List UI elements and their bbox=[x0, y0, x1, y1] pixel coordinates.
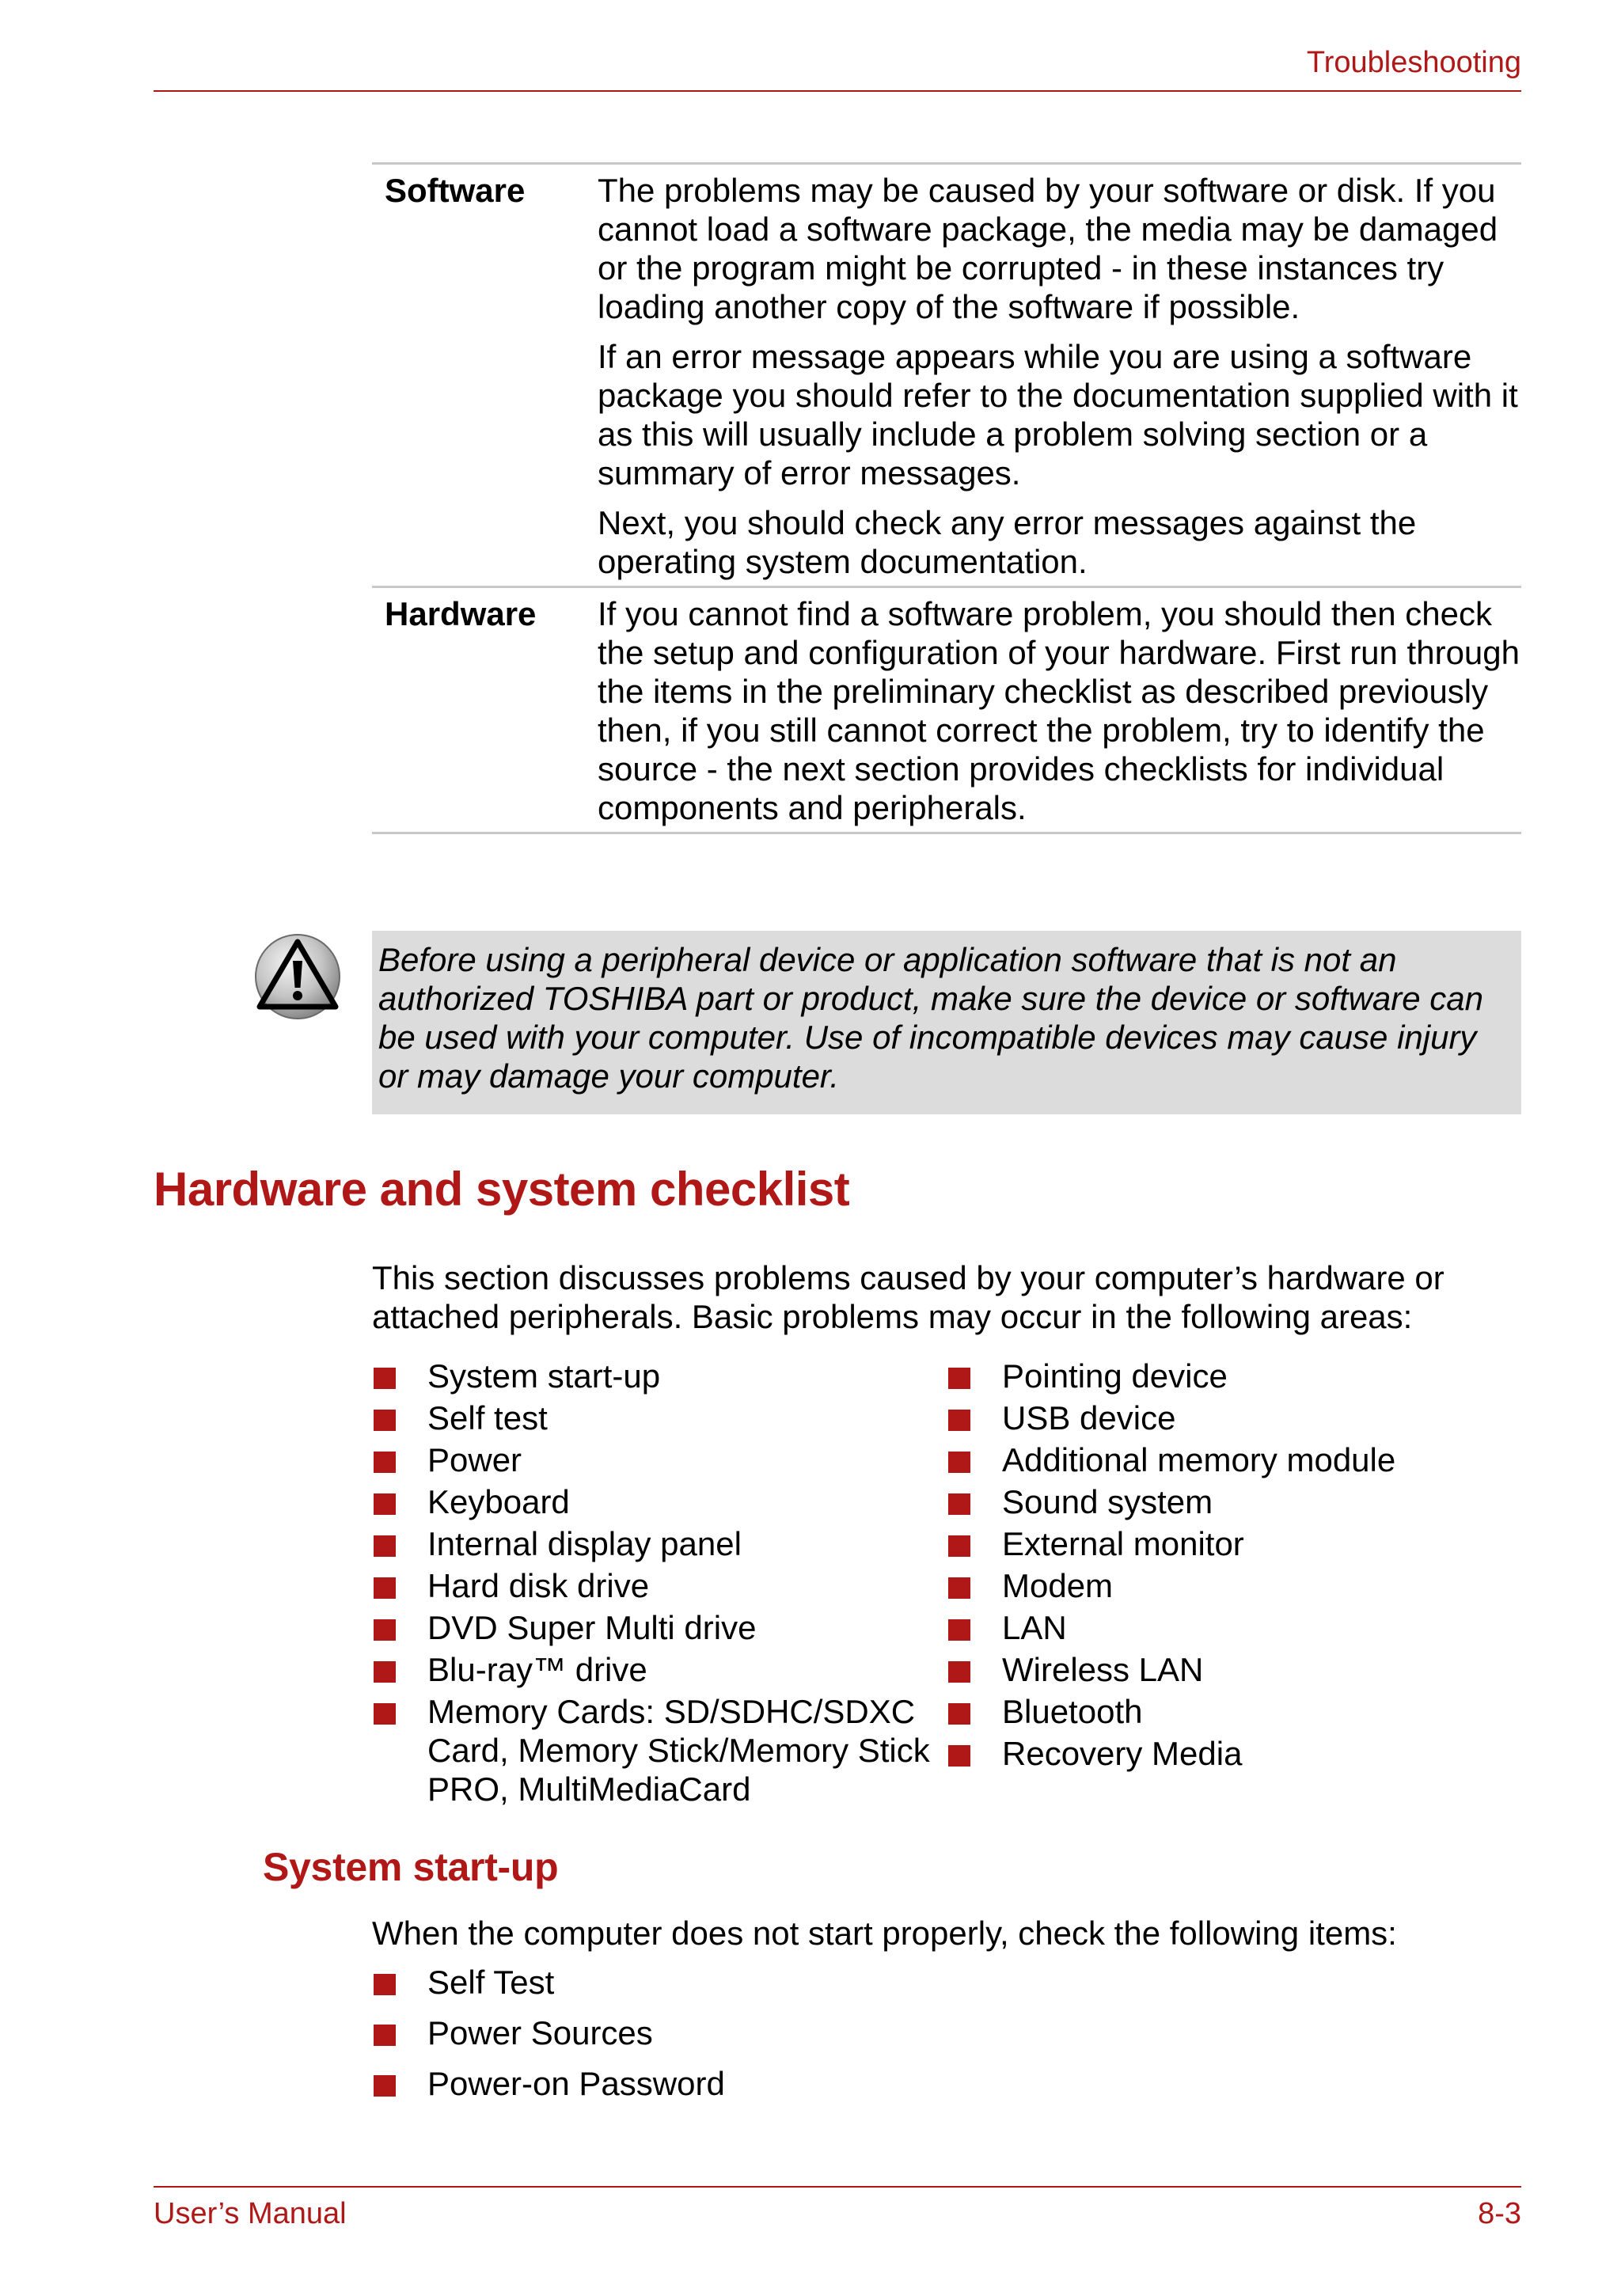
footer-rule bbox=[154, 2186, 1521, 2188]
square-bullet-icon bbox=[948, 1452, 970, 1473]
square-bullet-icon bbox=[374, 1661, 396, 1683]
list-item: Power-on Password bbox=[372, 2064, 1322, 2103]
section-heading: Hardware and system checklist bbox=[154, 1163, 850, 1216]
list-item: DVD Super Multi drive bbox=[372, 1608, 958, 1647]
square-bullet-icon bbox=[948, 1619, 970, 1641]
list-item: USB device bbox=[947, 1398, 1532, 1437]
running-head: Troubleshooting bbox=[1306, 46, 1521, 79]
square-bullet-icon bbox=[374, 1368, 396, 1389]
page-number: 8-3 bbox=[1478, 2197, 1521, 2230]
square-bullet-icon bbox=[374, 2025, 396, 2046]
checklist-right-column bbox=[947, 1357, 1532, 1776]
list-item: Power bbox=[372, 1440, 958, 1479]
square-bullet-icon bbox=[374, 1535, 396, 1557]
warning-note bbox=[372, 931, 1521, 1114]
square-bullet-icon bbox=[374, 1452, 396, 1473]
list-item: LAN bbox=[947, 1608, 1532, 1647]
footer-manual-title: User’s Manual bbox=[154, 2197, 347, 2230]
square-bullet-icon bbox=[374, 1577, 396, 1599]
list-item: System start-up bbox=[372, 1357, 958, 1395]
subsection-intro: When the computer does not start properly, check the following items: bbox=[372, 1915, 1397, 1952]
header-rule bbox=[154, 90, 1521, 92]
table-row bbox=[372, 588, 1521, 834]
table-row bbox=[372, 165, 1521, 588]
checklist-left-column bbox=[372, 1357, 958, 1812]
warning-text: Before using a peripheral device or application software that is not an authorized TOSHIBA part or product, make sure the device or software can be used with your computer. Use of incompatible devices may cause injury or may damage your computer. bbox=[378, 941, 1484, 1095]
list-item: Sound system bbox=[947, 1482, 1532, 1521]
paragraph: If an error message appears while you are using a software package you should refer to the documentation supplied with it as this will usually include a problem solving section or a summary of error messages. bbox=[598, 338, 1518, 491]
paragraph: Next, you should check any error messages against the operating system documentation. bbox=[598, 504, 1417, 580]
list-item: Blu-ray™ drive bbox=[372, 1650, 958, 1689]
startup-checklist bbox=[372, 1963, 1322, 2115]
square-bullet-icon bbox=[948, 1368, 970, 1389]
list-item: Pointing device bbox=[947, 1357, 1532, 1395]
paragraph: If you cannot find a software problem, you should then check the setup and configuration of your hardware. First run through the items in the preliminary checklist as described previously then, if you still cannot correct the problem, try to identify the source - the next section provides checklists for individual components and peripherals. bbox=[598, 595, 1520, 826]
list-item: Memory Cards: SD/SDHC/SDXC Card, Memory Stick/Memory Stick PRO, MultiMediaCard bbox=[372, 1692, 958, 1808]
list-item: Modem bbox=[947, 1566, 1532, 1605]
list-item: Self Test bbox=[372, 1963, 1322, 2002]
list-item: Recovery Media bbox=[947, 1734, 1532, 1773]
square-bullet-icon bbox=[374, 1619, 396, 1641]
list-item: External monitor bbox=[947, 1524, 1532, 1563]
row-label: Software bbox=[385, 172, 526, 209]
row-description bbox=[598, 171, 1521, 581]
square-bullet-icon bbox=[374, 1493, 396, 1515]
row-label: Hardware bbox=[385, 595, 537, 632]
list-item: Wireless LAN bbox=[947, 1650, 1532, 1689]
list-item: Self test bbox=[372, 1398, 958, 1437]
list-item: Additional memory module bbox=[947, 1440, 1532, 1479]
row-description bbox=[598, 594, 1521, 827]
list-item: Internal display panel bbox=[372, 1524, 958, 1563]
warning-triangle-icon bbox=[253, 932, 342, 1021]
square-bullet-icon bbox=[374, 2075, 396, 2097]
square-bullet-icon bbox=[948, 1661, 970, 1683]
paragraph: The problems may be caused by your software or disk. If you cannot load a software package, the media may be damaged or the program might be corrupted - in these instances try loading another copy of the software if possible. bbox=[598, 172, 1498, 325]
square-bullet-icon bbox=[374, 1974, 396, 1995]
list-item: Bluetooth bbox=[947, 1692, 1532, 1731]
square-bullet-icon bbox=[948, 1703, 970, 1725]
list-item: Hard disk drive bbox=[372, 1566, 958, 1605]
square-bullet-icon bbox=[948, 1745, 970, 1767]
section-intro: This section discusses problems caused by your computer’s hardware or attached peripherals. Basic problems may occur in the following areas: bbox=[372, 1259, 1444, 1335]
square-bullet-icon bbox=[948, 1535, 970, 1557]
square-bullet-icon bbox=[374, 1703, 396, 1725]
square-bullet-icon bbox=[948, 1410, 970, 1431]
troubleshooting-table bbox=[372, 162, 1521, 834]
square-bullet-icon bbox=[374, 1410, 396, 1431]
square-bullet-icon bbox=[948, 1577, 970, 1599]
list-item: Power Sources bbox=[372, 2013, 1322, 2052]
list-item: Keyboard bbox=[372, 1482, 958, 1521]
square-bullet-icon bbox=[948, 1493, 970, 1515]
subsection-heading: System start-up bbox=[263, 1845, 559, 1889]
